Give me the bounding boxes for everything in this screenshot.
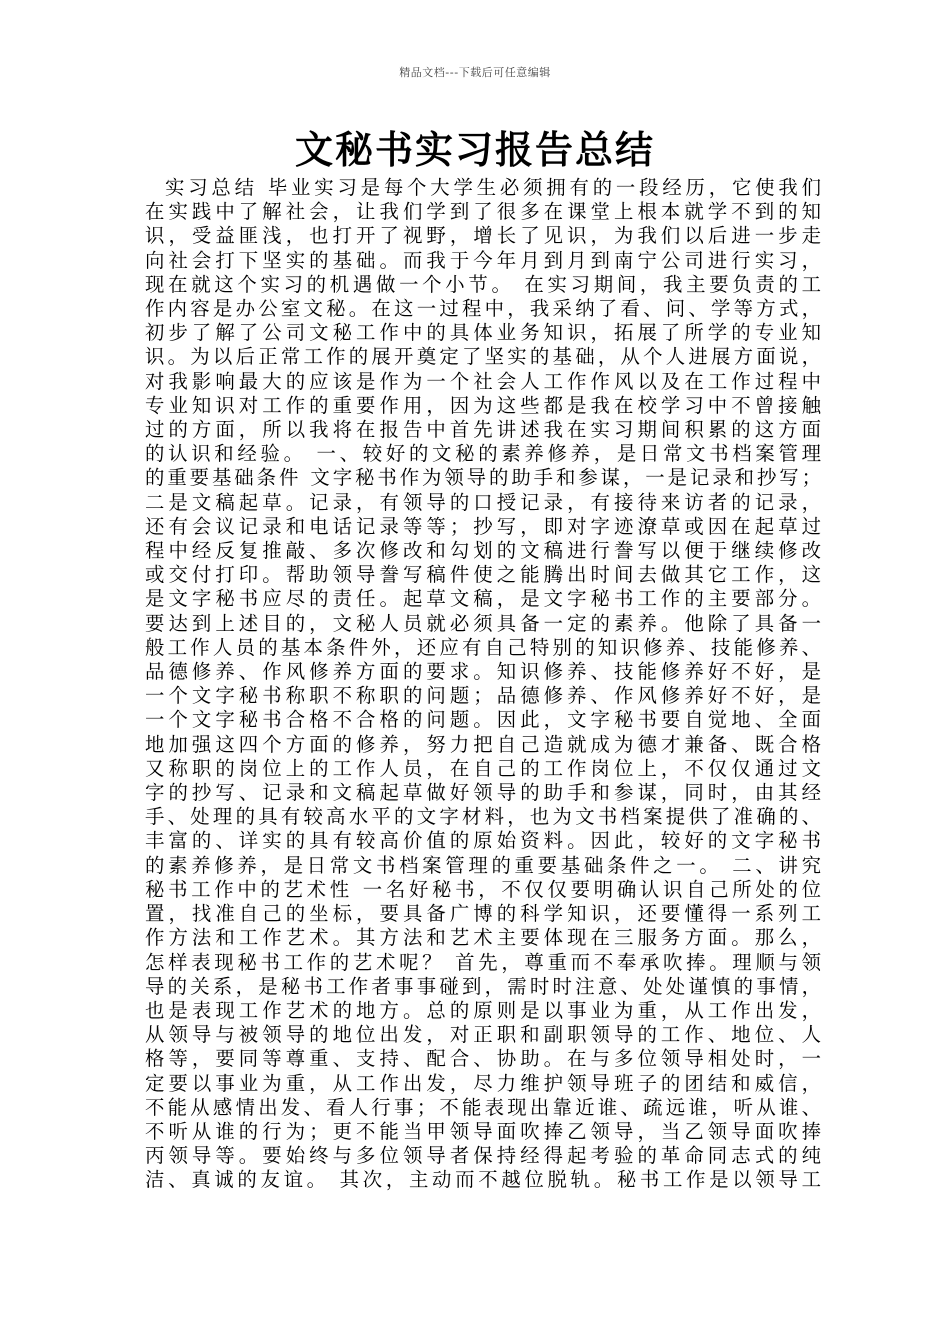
body-line: 也是表现工作艺术的地方。总的原则是以事业为重，从工作出发， [145,998,821,1022]
body-line: 的认识和经验。 一、较好的文秘的素养修养，是日常文书档案管理 [145,442,821,466]
body-line: 是文字秘书应尽的责任。起草文稿，是文字秘书工作的主要部分。 [145,587,821,611]
body-line: 作方法和工作艺术。其方法和艺术主要体现在三服务方面。那么， [145,926,821,950]
body-line: 丙领导等。要始终与多位领导者保持经得起考验的革命同志式的纯 [145,1144,821,1168]
body-line: 地加强这四个方面的修养，努力把自己造就成为德才兼备、既合格 [145,732,821,756]
body-line: 一个文字秘书称职不称职的问题；品德修养、作风修养好不好，是 [145,684,821,708]
body-line: 又称职的岗位上的工作人员，在自己的工作岗位上，不仅仅通过文 [145,756,821,780]
body-line: 实习总结 毕业实习是每个大学生必须拥有的一段经历，它使我们 [165,176,821,199]
body-line: 要达到上述目的，文秘人员就必须具备一定的素养。他除了具备一 [145,611,821,635]
body-line: 置，找准自己的坐标，要具备广博的科学知识，还要懂得一系列工 [145,902,821,926]
body-line: 品德修养、作风修养方面的要求。知识修养、技能修养好不好，是 [145,660,821,684]
body-line: 在实践中了解社会，让我们学到了很多在课堂上根本就学不到的知 [145,200,821,224]
body-line: 现在就这个实习的机遇做一个小节。 在实习期间，我主要负责的工 [145,272,821,296]
body-line: 专业知识对工作的重要作用，因为这些都是我在校学习中不曾接触 [145,393,821,417]
body-line: 识，受益匪浅，也打开了视野，增长了见识，为我们以后进一步走 [145,224,821,248]
body-line: 不听从谁的行为；更不能当甲领导面吹捧乙领导，当乙领导面吹捧 [145,1119,821,1143]
header-note: 精品文档---下载后可任意编辑 [399,66,551,79]
body-line: 字的抄写、记录和文稿起草做好领导的助手和参谋，同时，由其经 [145,781,821,805]
body-line: 过的方面，所以我将在报告中首先讲述我在实习期间积累的这方面 [145,418,821,442]
body-line: 还有会议记录和电话记录等等；抄写，即对字迹潦草或因在起草过 [145,514,821,538]
body-line: 不能从感情出发、看人行事；不能表现出靠近谁、疏远谁，听从谁、 [145,1095,821,1119]
body-line: 秘书工作中的艺术性 一名好秘书，不仅仅要明确认识自己所处的位 [145,877,821,901]
body-line: 丰富的、详实的具有较高价值的原始资料。因此，较好的文字秘书 [145,829,821,853]
body-line: 二是文稿起草。记录，有领导的口授记录，有接待来访者的记录， [145,490,821,514]
body-line: 的重要基础条件 文字秘书作为领导的助手和参谋，一是记录和抄写； [145,466,821,490]
body-line: 从领导与被领导的地位出发，对正职和副职领导的工作、地位、人 [145,1023,821,1047]
body-line: 程中经反复推敲、多次修改和勾划的文稿进行誊写以便于继续修改 [145,539,821,563]
body-line: 洁、真诚的友谊。 其次，主动而不越位脱轨。秘书工作是以领导工 [145,1168,821,1192]
body-line: 作内容是办公室文秘。在这一过程中，我采纳了看、问、学等方式， [145,297,821,321]
body-line: 格等，要同等尊重、支持、配合、协助。在与多位领导相处时，一 [145,1047,821,1071]
body-line: 怎样表现秘书工作的艺术呢？ 首先，尊重而不奉承吹捧。理顺与领 [145,950,821,974]
body-line: 般工作人员的基本条件外，还应有自己特别的知识修养、技能修养、 [145,635,821,659]
document-body [145,176,821,1193]
body-line: 导的关系，是秘书工作者事事碰到，需时时注意、处处谨慎的事情， [145,974,821,998]
body-line: 初步了解了公司文秘工作中的具体业务知识，拓展了所学的专业知 [145,321,821,345]
body-line: 或交付打印。帮助领导誊写稿件使之能腾出时间去做其它工作，这 [145,563,821,587]
document-title: 文秘书实习报告总结 [294,128,655,172]
body-line: 向社会打下坚实的基础。而我于今年月到月到南宁公司进行实习， [145,248,821,272]
body-line: 对我影响最大的应该是作为一个社会人工作作风以及在工作过程中 [145,369,821,393]
body-line: 识。为以后正常工作的展开奠定了坚实的基础，从个人进展方面说， [145,345,821,369]
body-line: 手、处理的具有较高水平的文字材料，也为文书档案提供了准确的、 [145,805,821,829]
body-line: 一个文字秘书合格不合格的问题。因此，文字秘书要自觉地、全面 [145,708,821,732]
body-line: 定要以事业为重，从工作出发，尽力维护领导班子的团结和威信， [145,1071,821,1095]
body-line: 的素养修养，是日常文书档案管理的重要基础条件之一。 二、讲究 [145,853,821,877]
